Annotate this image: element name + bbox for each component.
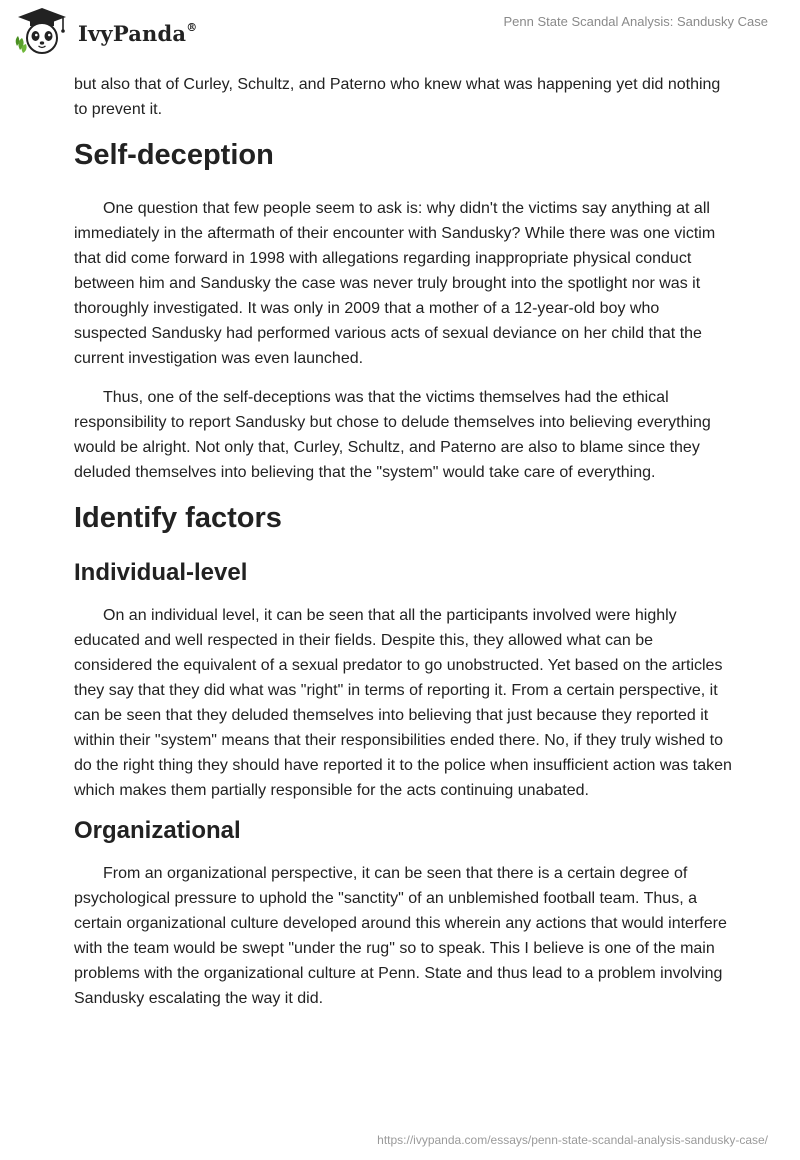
panda-graduate-icon (14, 6, 70, 58)
self-deception-paragraph-1: One question that few people seem to ask is: why didn't the victims say anything at all immediately in the aftermath of their encounter with Sandusky? While there was one victim that did come forward in 1998 with allegations regarding inappropriate physical conduct between him and Sandusky the case was never truly brought into the spotlight nor was it thoroughly investigated. It was only in 2009 that a mother of a 12-year-old boy who suspected Sandusky had performed various acts of sexual deviance on her child that the current investigation was even launched. (74, 200, 716, 367)
intro-paragraph: but also that of Curley, Schultz, and Paterno who knew what was happening yet did nothing to prevent it. (74, 76, 721, 118)
individual-level-paragraph: On an individual level, it can be seen that all the participants involved were highly educated and well respected in their fields. Despite this, they allowed what can be considered the equivalent of a sexual predator to go unobstructed. Yet based on the articles they say that they did what was "right" in terms of reporting it. From a certain perspective, it can be seen that they deluded themselves into believing that just because they reported it within their "system" means that their responsibilities ended there. No, if they truly wished to do the right thing they should have reported it to the police when insufficient action was taken which makes them partially responsible for the acts continuing unabated. (74, 607, 732, 799)
heading-individual-level: Individual-level (74, 559, 248, 586)
heading-organizational: Organizational (74, 817, 241, 844)
heading-identify-factors: Identify factors (74, 502, 282, 534)
self-deception-paragraph-2: Thus, one of the self-deceptions was that the victims themselves had the ethical responsibility to report Sandusky but chose to delude themselves into believing everything would be alright. Not only that, Curley, Schultz, and Paterno are also to blame since they deluded themselves into believing that the "system" would take care of everything. (74, 389, 711, 481)
organizational-paragraph: From an organizational perspective, it can be seen that there is a certain degree of psychological pressure to uphold the "sanctity" of an unblemished football team. Thus, a certain organizational culture developed around this wherein any actions that would interfere with the team would be swept "under the rug" so to speak. This I believe is one of the main problems with the organizational culture at Penn. State and thus lead to a problem involving Sandusky escalating the way it did. (74, 865, 727, 1007)
page-header (0, 0, 800, 66)
source-url-link[interactable]: https://ivypanda.com/essays/penn-state-scandal-analysis-sandusky-case/ (377, 1133, 768, 1147)
brand-name: IvyPanda® (78, 21, 198, 46)
document-title: Penn State Scandal Analysis: Sandusky Case (503, 14, 768, 29)
ivypanda-logo[interactable] (14, 6, 214, 58)
essay-content (74, 72, 734, 1025)
heading-self-deception: Self-deception (74, 139, 274, 171)
